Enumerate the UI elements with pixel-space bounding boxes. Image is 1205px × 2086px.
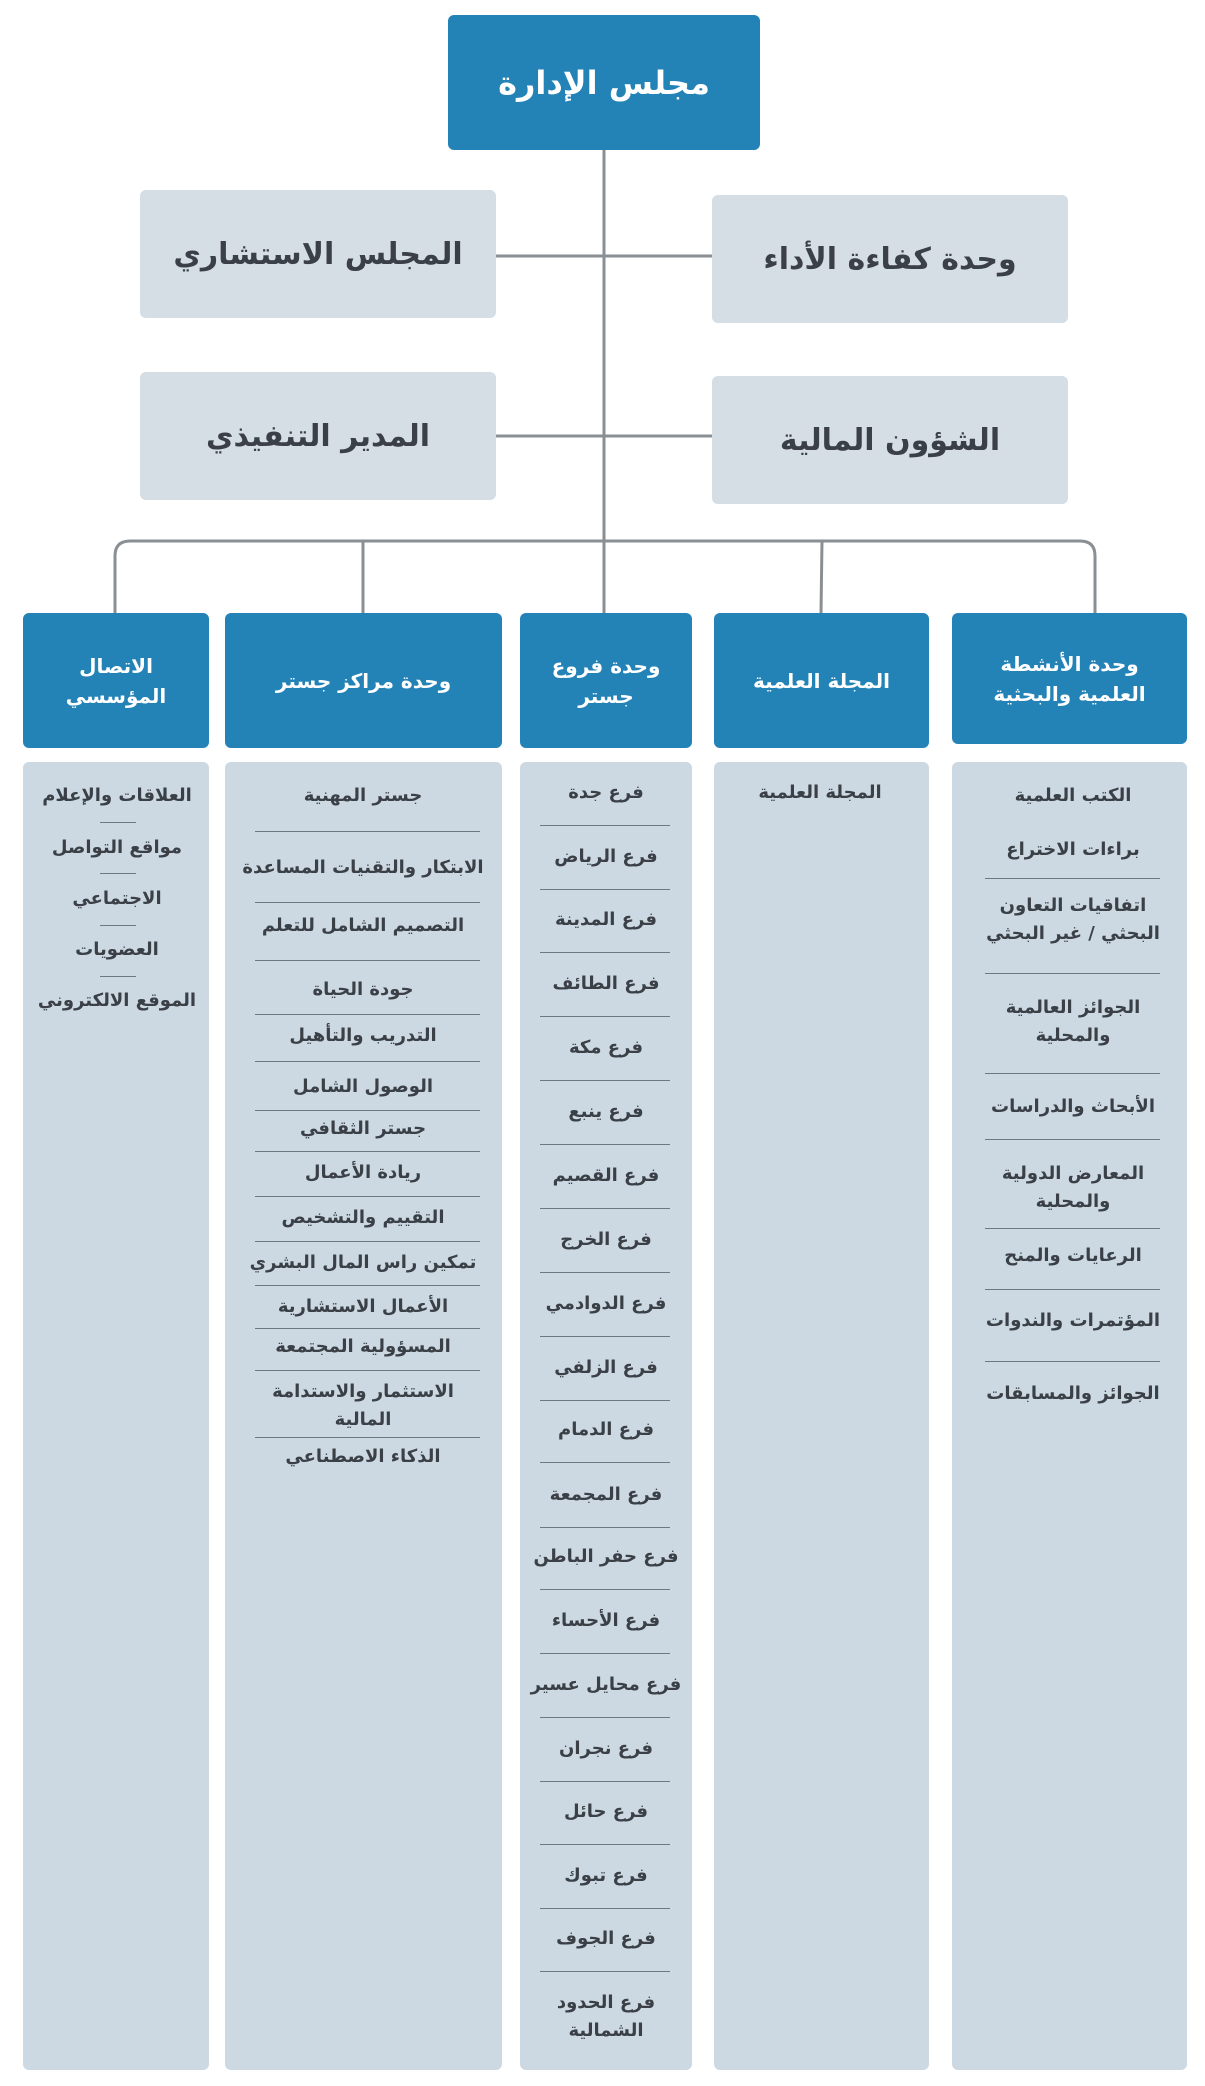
header-scientific-journal bbox=[714, 613, 929, 748]
item-divider bbox=[540, 1908, 670, 1909]
list-item-branches: فرع المدينة bbox=[555, 909, 657, 930]
header-activities-label: وحدة الأنشطة العلمية والبحثية bbox=[993, 651, 1146, 706]
item-divider bbox=[540, 1400, 670, 1401]
list-item-branches: فرع جدة bbox=[568, 782, 644, 803]
list-item-activities: المعارض الدولية والمحلية bbox=[1001, 1163, 1145, 1212]
item-divider bbox=[540, 1144, 670, 1145]
item-divider bbox=[540, 1462, 670, 1463]
item-divider bbox=[985, 1361, 1160, 1362]
list-item-branches: فرع الدوادمي bbox=[545, 1293, 667, 1314]
list-item-centers: التصميم الشامل للتعلم bbox=[261, 915, 465, 936]
list-item-centers: جستر المهنية bbox=[303, 785, 423, 806]
board-of-directors-box bbox=[448, 15, 760, 150]
item-divider bbox=[255, 1061, 480, 1062]
item-divider bbox=[255, 1151, 480, 1152]
list-item-activities: المؤتمرات والندوات bbox=[985, 1310, 1161, 1331]
list-item-centers: الأعمال الاستشارية bbox=[277, 1296, 449, 1317]
item-divider bbox=[985, 878, 1160, 879]
item-divider bbox=[255, 1285, 480, 1286]
item-divider bbox=[255, 1328, 480, 1329]
list-item-branches: فرع الزلفي bbox=[554, 1357, 658, 1378]
item-divider bbox=[540, 1272, 670, 1273]
advisory-council-box bbox=[140, 190, 496, 318]
list-item-centers: الاستثمار والاستدامة المالية bbox=[272, 1381, 454, 1430]
item-divider bbox=[255, 1196, 480, 1197]
item-divider bbox=[985, 1228, 1160, 1229]
list-item-centers: الوصول الشامل bbox=[293, 1076, 433, 1097]
column-body-activities bbox=[952, 762, 1187, 2070]
executive-director-box bbox=[140, 372, 496, 500]
board-title: مجلس الإدارة bbox=[498, 63, 710, 102]
item-divider bbox=[985, 1139, 1160, 1140]
executive-title: المدير التنفيذي bbox=[205, 418, 431, 454]
item-divider bbox=[540, 1527, 670, 1528]
item-divider bbox=[100, 873, 136, 874]
list-item-branches: فرع ينبع bbox=[568, 1101, 644, 1122]
list-item-activities: الجوائز والمسابقات bbox=[986, 1383, 1160, 1404]
item-divider bbox=[540, 1717, 670, 1718]
list-item-activities: اتفاقيات التعاون البحثي / غير البحثي bbox=[986, 895, 1160, 944]
list-item-comm: مواقع التواصل bbox=[51, 837, 183, 858]
list-item-branches: فرع الطائف bbox=[552, 973, 660, 994]
item-divider bbox=[540, 952, 670, 953]
column-body-journal bbox=[714, 762, 929, 2070]
list-item-branches: فرع الرياض bbox=[554, 846, 658, 867]
list-item-branches: فرع مكة bbox=[568, 1037, 644, 1058]
header-comm-label: الاتصال المؤسسي bbox=[65, 653, 167, 708]
item-divider bbox=[255, 1110, 480, 1111]
list-item-activities: الكتب العلمية bbox=[1014, 785, 1132, 806]
item-divider bbox=[540, 825, 670, 826]
item-divider bbox=[255, 1014, 480, 1015]
header-corporate-communication bbox=[23, 613, 209, 748]
header-centers-label: وحدة مراكز جستر bbox=[275, 668, 452, 693]
list-item-comm: العلاقات والإعلام bbox=[42, 785, 192, 806]
list-item-activities: الجوائز العالمية والمحلية bbox=[1005, 997, 1141, 1046]
header-centers-unit bbox=[225, 613, 502, 748]
item-divider bbox=[540, 1336, 670, 1337]
list-item-branches: فرع حائل bbox=[563, 1801, 649, 1822]
item-divider bbox=[540, 1781, 670, 1782]
advisory-title: المجلس الاستشاري bbox=[173, 236, 463, 272]
item-divider bbox=[100, 822, 136, 823]
item-divider bbox=[985, 1073, 1160, 1074]
item-divider bbox=[100, 925, 136, 926]
financial-affairs-box bbox=[712, 376, 1068, 504]
item-divider bbox=[985, 1289, 1160, 1290]
list-item-branches: فرع حفر الباطن bbox=[533, 1546, 679, 1567]
item-divider bbox=[100, 976, 136, 977]
header-branches-label: وحدة فروع جستر bbox=[551, 653, 661, 708]
header-branches-unit bbox=[520, 613, 692, 748]
list-item-centers: ريادة الأعمال bbox=[304, 1162, 422, 1183]
list-item-branches: فرع تبوك bbox=[564, 1865, 648, 1886]
list-item-activities: الأبحاث والدراسات bbox=[990, 1096, 1156, 1117]
performance-unit-box bbox=[712, 195, 1068, 323]
item-divider bbox=[255, 1370, 480, 1371]
item-divider bbox=[540, 1589, 670, 1590]
header-research-activities bbox=[952, 613, 1187, 744]
list-item-branches: فرع الدمام bbox=[558, 1419, 654, 1440]
performance-title: وحدة كفاءة الأداء bbox=[763, 241, 1017, 277]
list-item-centers: التدريب والتأهيل bbox=[289, 1025, 437, 1046]
item-divider bbox=[540, 1016, 670, 1017]
list-item-comm: العضويات bbox=[75, 939, 159, 960]
item-divider bbox=[540, 889, 670, 890]
item-divider bbox=[255, 960, 480, 961]
list-item-branches: فرع المجمعة bbox=[549, 1484, 663, 1505]
list-item-centers: الابتكار والتقنيات المساعدة bbox=[242, 857, 484, 878]
item-divider bbox=[540, 1653, 670, 1654]
list-item-comm: الاجتماعي bbox=[72, 888, 162, 909]
list-item-branches: فرع الحدود الشمالية bbox=[556, 1992, 656, 2041]
list-item-centers: تمكين راس المال البشري bbox=[249, 1252, 477, 1273]
item-divider bbox=[985, 973, 1160, 974]
list-item-centers: المسؤولية المجتمعة bbox=[275, 1336, 451, 1357]
list-item-centers: الذكاء الاصطناعي bbox=[285, 1446, 441, 1467]
list-item-branches: فرع نجران bbox=[558, 1738, 654, 1759]
list-item-centers: جستر الثقافي bbox=[299, 1118, 427, 1139]
item-divider bbox=[540, 1971, 670, 1972]
item-divider bbox=[540, 1844, 670, 1845]
list-item-activities: براءات الاختراع bbox=[1006, 839, 1140, 860]
list-item-journal: المجلة العلمية bbox=[758, 782, 882, 803]
list-item-comm: الموقع الالكتروني bbox=[37, 990, 197, 1011]
list-item-branches: فرع القصيم bbox=[552, 1165, 660, 1186]
item-divider bbox=[255, 1241, 480, 1242]
item-divider bbox=[255, 902, 480, 903]
list-item-activities: الرعايات والمنح bbox=[1004, 1245, 1142, 1266]
list-item-branches: فرع الخرج bbox=[560, 1229, 652, 1250]
list-item-centers: جودة الحياة bbox=[312, 979, 414, 1000]
list-item-branches: فرع الأحساء bbox=[551, 1610, 661, 1631]
finance-title: الشؤون المالية bbox=[779, 422, 1001, 458]
list-item-centers: التقييم والتشخيص bbox=[281, 1207, 445, 1228]
header-journal-label: المجلة العلمية bbox=[753, 668, 890, 693]
item-divider bbox=[255, 1437, 480, 1438]
list-item-branches: فرع محايل عسير bbox=[530, 1674, 682, 1695]
item-divider bbox=[255, 831, 480, 832]
list-item-branches: فرع الجوف bbox=[556, 1928, 656, 1949]
item-divider bbox=[540, 1208, 670, 1209]
item-divider bbox=[540, 1080, 670, 1081]
